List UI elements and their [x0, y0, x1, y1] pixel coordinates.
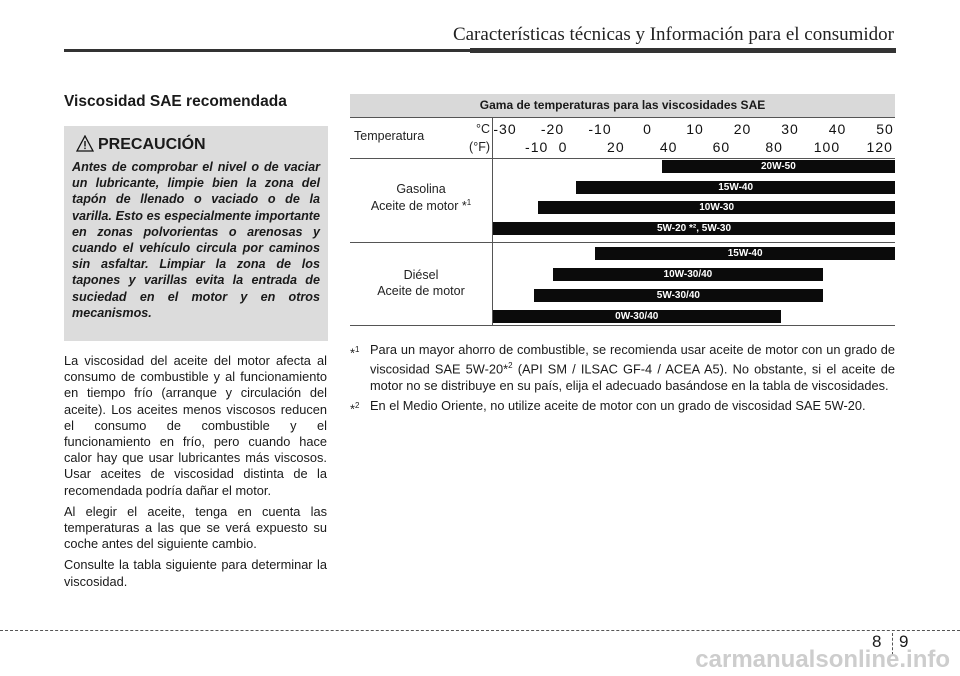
fahrenheit-tick-label: 120	[866, 139, 893, 155]
diesel-viscosity-bar: 0W-30/40	[493, 310, 781, 323]
footnotes	[350, 342, 895, 418]
diesel-viscosity-bar: 5W-30/40	[534, 289, 824, 302]
celsius-tick-label: 30	[781, 121, 799, 137]
footnote: *$^1$ Para un mayor ahorro de combustible, se recomienda usar aceite de motor con un grado de viscosidad SAE 5W-20*$^2$ (API SM / ILSAC GF-4 / ACEA A5). No obstante, si el aceite de motor no se distribuye en su país, elija el adecuado basándose en la tabla de viscosidades.	[350, 342, 895, 393]
page-section-number: 8	[872, 632, 882, 651]
celsius-tick-label: -30	[493, 121, 517, 137]
gasoline-label: Gasolina	[396, 182, 446, 196]
celsius-tick-label: 0	[643, 121, 652, 137]
diesel-viscosity-bar: 10W-30/40	[553, 268, 824, 281]
header-title: Características técnicas y Información para el consumidor	[452, 24, 894, 45]
fahrenheit-tick-label: 60	[712, 139, 731, 155]
celsius-tick-label: -20	[540, 121, 565, 137]
fahrenheit-tick-label: 40	[659, 139, 678, 155]
table-divider	[350, 158, 895, 159]
celsius-tick-label: 40	[828, 121, 847, 137]
unit-fahrenheit: (°F)	[469, 140, 490, 154]
table-title: Gama de temperaturas para las viscosidades SAE	[350, 94, 895, 117]
caution-title: PRECAUCIÓN	[98, 136, 206, 153]
diesel-viscosity-bar: 15W-40	[595, 247, 895, 260]
fahrenheit-tick-label: 100	[813, 139, 841, 155]
caution-text: Antes de comprobar el nivel o de vaciar un lubricante, limpie bien la zona del tapón de llenado o vaciado o de la varilla. Esto es especialmente importante en zonas polvorientas o arenosas y cuando el vehículo circula por caminos sin asfaltar. Limpiar la zona de los tapones y varillas evita la entrada de suciedad en el motor y en otros mecanismos.	[72, 160, 320, 320]
table-divider	[350, 117, 895, 118]
footnote: *$^2$ En el Medio Oriente, no utilize aceite de motor con un grado de viscosidad SAE 5W-20.	[350, 397, 866, 417]
diesel-sublabel: Aceite de motor	[377, 284, 465, 298]
gasoline-viscosity-bar: 20W-50	[662, 160, 895, 173]
celsius-tick-label: -10	[588, 121, 612, 137]
section-title: Viscosidad SAE recomendada	[64, 93, 287, 110]
footnote-mark: *$^2$	[350, 400, 360, 417]
header-rule-accent	[470, 48, 896, 53]
footer-rule	[0, 630, 960, 631]
celsius-tick-label: 10	[686, 121, 704, 137]
fahrenheit-tick-label: 80	[765, 139, 783, 155]
celsius-tick-label: 50	[876, 121, 894, 137]
fahrenheit-tick-label: -10	[525, 139, 549, 155]
watermark: carmanualsonline.info	[695, 646, 950, 673]
warning-triangle-icon	[76, 135, 94, 152]
temperature-label: Temperatura	[354, 129, 425, 143]
unit-celsius: °C	[475, 122, 490, 136]
body-paragraph: Al elegir el aceite, tenga en cuenta las temperaturas a las que se verá expuesto su coche antes del siguiente cambio.	[64, 503, 327, 552]
body-text	[64, 353, 327, 595]
fahrenheit-tick-label: 20	[607, 139, 625, 155]
gasoline-sublabel: Aceite de motor *$^1$	[370, 198, 472, 214]
celsius-tick-label: 20	[733, 121, 752, 137]
fahrenheit-tick-label: 0	[558, 139, 568, 155]
page-number: 9	[899, 632, 909, 651]
gasoline-viscosity-bar: 10W-30	[538, 201, 895, 214]
diesel-label: Diésel	[403, 268, 439, 282]
body-paragraph: La viscosidad del aceite del motor afecta al consumo de combustible y al funcionamiento en tiempo frío (arranque y circulación del aceite). Los aceites menos viscosos reducen el consumo de combustible y el funcionamiento en frío, pero cuando hace calor hay que usar lubricantes más viscosos. Usar aceites de viscosidad distinta de la recomendada podría dañar el motor.	[64, 353, 327, 498]
body-paragraph: Consulte la tabla siguiente para determinar la viscosidad.	[64, 557, 327, 589]
table-divider	[350, 325, 895, 326]
gasoline-viscosity-bar: 5W-20 *², 5W-30	[493, 222, 895, 235]
caution-heading	[80, 136, 206, 154]
gasoline-viscosity-bar: 15W-40	[576, 181, 895, 194]
footnote-mark: *$^1$	[350, 345, 360, 361]
caution-box	[64, 126, 328, 341]
table-divider	[350, 242, 895, 243]
viscosity-table	[350, 94, 895, 326]
